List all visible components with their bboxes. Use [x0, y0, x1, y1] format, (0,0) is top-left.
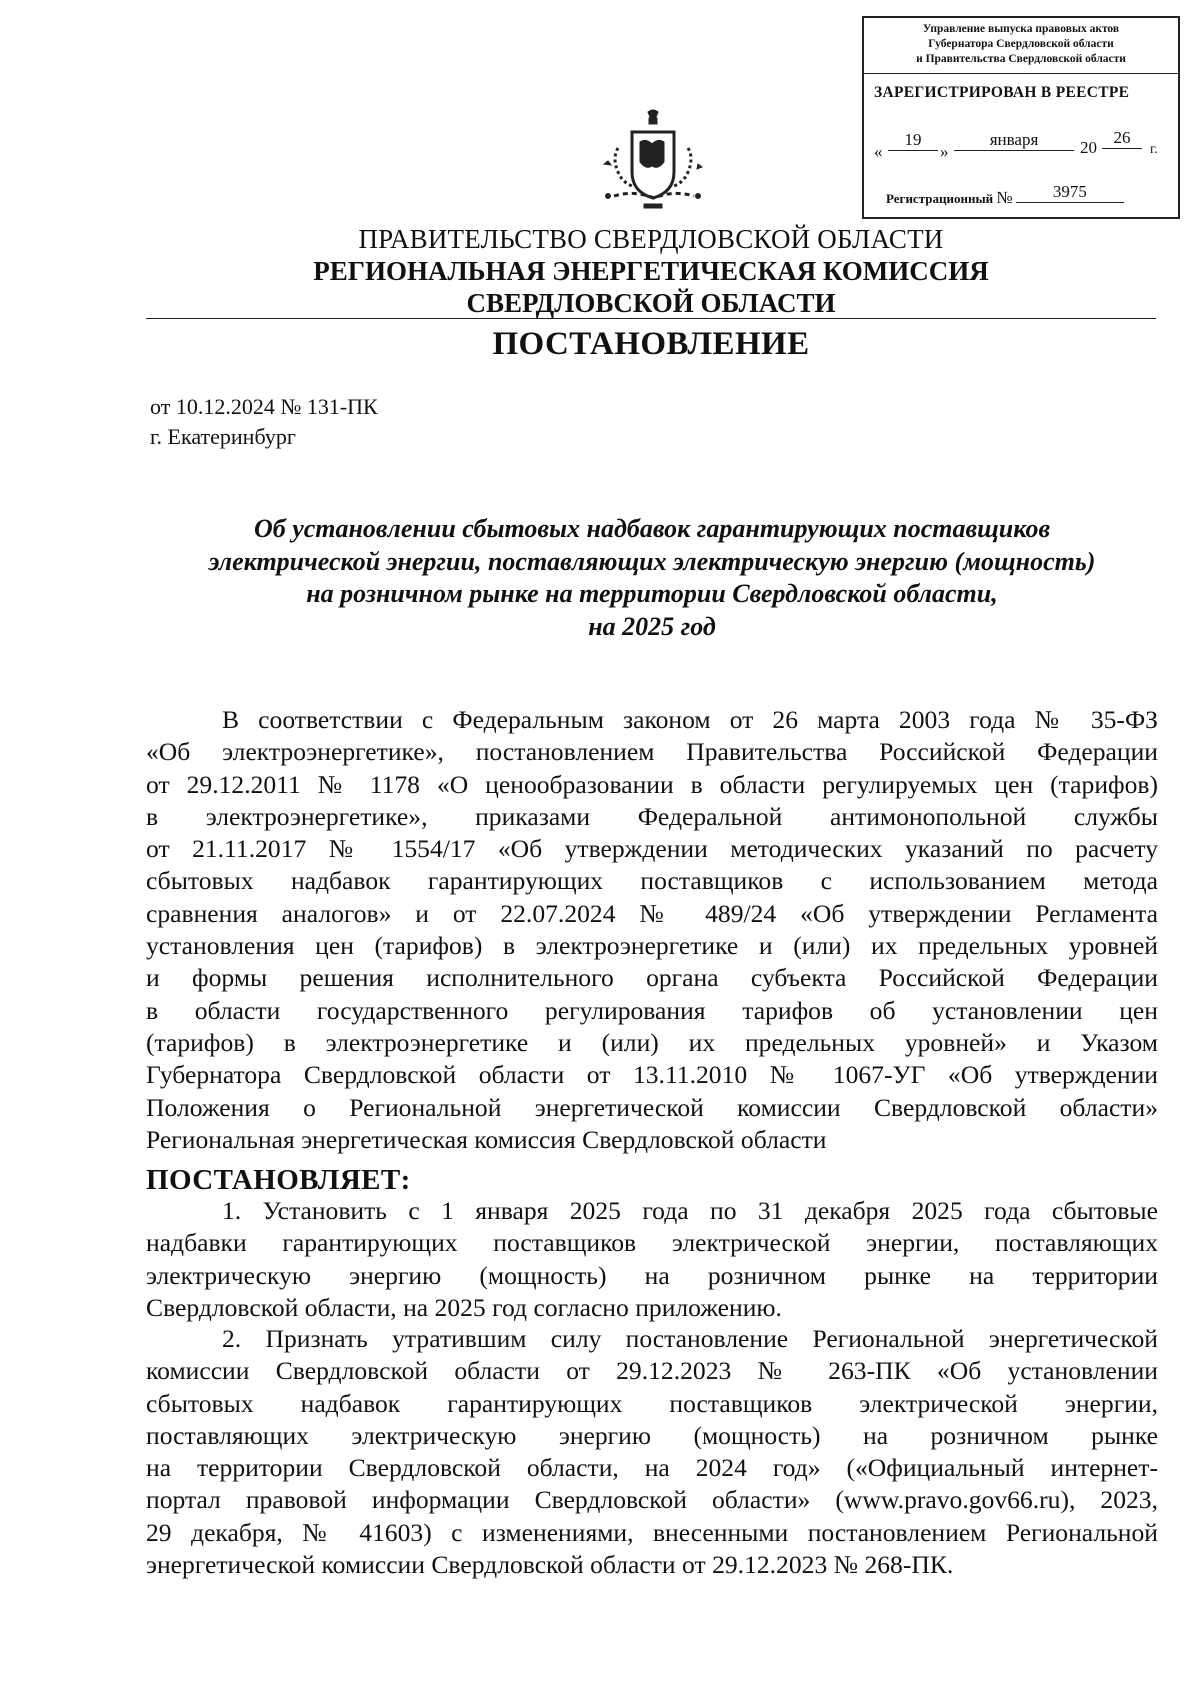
preamble-paragraph: [146, 704, 1158, 1156]
text-line: на территории Свердловской области, на 2024 год» («Официальный интернет-: [146, 1453, 1158, 1483]
text-line: В соответствии с Федеральным законом от 26 марта 2003 года № 35-ФЗ: [222, 705, 1158, 734]
title-line: на 2025 год: [588, 611, 716, 641]
decree-word: ПОСТАНОВЛЯЕТ:: [146, 1164, 411, 1196]
document-date-number: от 10.12.2024 № 131-ПК: [150, 394, 378, 419]
document-type: ПОСТАНОВЛЕНИЕ: [492, 326, 810, 362]
text-line: (тарифов) в электроэнергетике и (или) их предельных уровней» и Указом: [146, 1027, 1158, 1057]
title-line: Об установлении сбытовых надбавок гарантирующих поставщиков: [253, 514, 1051, 543]
text-line: 2. Признать утратившим силу постановление Региональной энергетической: [222, 1324, 1158, 1353]
text-line: комиссии Свердловской области от 29.12.2023 № 263-ПК «Об установлении: [146, 1356, 1158, 1386]
stamp-registered-label: ЗАРЕГИСТРИРОВАН В РЕЕСТРЕ: [874, 84, 1130, 101]
title-line: на розничном рынке на территории Свердловской области,: [306, 579, 998, 608]
commission-title-line1: РЕГИОНАЛЬНАЯ ЭНЕРГЕТИЧЕСКАЯ КОМИССИЯ: [313, 256, 989, 286]
registration-stamp: [862, 16, 1180, 219]
text-line: от 29.12.2011 № 1178 «О ценообразовании в области регулируемых цен (тарифов): [146, 769, 1158, 799]
text-line: 1. Установить с 1 января 2025 года по 31 декабря 2025 года сбытовые: [222, 1196, 1158, 1225]
commission-title-line2: СВЕРДЛОВСКОЙ ОБЛАСТИ: [466, 288, 836, 318]
stamp-year-suffix: 26: [1102, 128, 1142, 149]
text-line: портал правовой информации Свердловской области» (www.pravo.gov66.ru), 2023,: [146, 1485, 1158, 1515]
stamp-quote-close: »: [940, 142, 949, 161]
text-line: установления цен (тарифов) в электроэнергетике и (или) их предельных уровней: [146, 931, 1158, 961]
document-city: г. Екатеринбург: [150, 424, 296, 449]
stamp-date: [874, 128, 1174, 166]
text-line: и формы решения исполнительного органа субъекта Российской Федерации: [146, 963, 1158, 993]
text-line: Региональная энергетическая комиссия Свердловской области: [146, 1124, 827, 1154]
stamp-year-unit: г.: [1150, 142, 1158, 157]
document-title: [146, 513, 1158, 643]
text-line: в электроэнергетике», приказами Федеральной антимонопольной службы: [146, 801, 1158, 831]
header-divider: [146, 318, 1156, 319]
text-line: «Об электроэнергетике», постановлением Правительства Российской Федерации: [146, 737, 1158, 767]
text-line: Положения о Региональной энергетической комиссии Свердловской области»: [146, 1092, 1158, 1122]
text-line: в области государственного регулирования тарифов об установлении цен: [146, 995, 1158, 1025]
stamp-header-line: Управление выпуска правовых актов: [922, 23, 1120, 35]
stamp-month: января: [954, 130, 1074, 151]
stamp-day: 19: [888, 130, 938, 151]
text-line: от 21.11.2017 № 1554/17 «Об утверждении методических указаний по расчету: [146, 834, 1158, 864]
government-title: ПРАВИТЕЛЬСТВО СВЕРДЛОВСКОЙ ОБЛАСТИ: [358, 224, 944, 254]
text-line: Губернатора Свердловской области от 13.11.2010 № 1067-УГ «Об утверждении: [146, 1060, 1158, 1090]
stamp-quote-open: «: [874, 142, 883, 161]
text-line: энергетической комиссии Свердловской области от 29.12.2023 № 268-ПК.: [146, 1550, 954, 1580]
stamp-year-prefix: 20: [1080, 138, 1097, 157]
text-line: Свердловской области, на 2025 год согласно приложению.: [146, 1292, 782, 1322]
item-2-paragraph: [146, 1323, 1158, 1581]
stamp-number-value: 3975: [1016, 182, 1124, 203]
text-line: 29 декабря, № 41603) с изменениями, внесенными постановлением Региональной: [146, 1517, 1158, 1547]
title-line: электрической энергии, поставляющих электрическую энергию (мощность): [208, 546, 1096, 576]
text-line: поставляющих электрическую энергию (мощность) на розничном рынке: [146, 1420, 1158, 1450]
stamp-number-sign: №: [996, 188, 1013, 207]
stamp-header-line: Губернатора Свердловской области: [928, 38, 1114, 50]
stamp-header-line: и Правительства Свердловской области: [916, 53, 1126, 65]
coat-of-arms-icon: [594, 108, 712, 212]
stamp-number: [886, 182, 1124, 209]
text-line: сравнения аналогов» и от 22.07.2024 № 489/24 «Об утверждении Регламента: [146, 898, 1158, 928]
text-line: сбытовых надбавок гарантирующих поставщиков с использованием метода: [146, 866, 1158, 896]
stamp-number-label: Регистрационный: [886, 191, 994, 206]
text-line: надбавки гарантирующих поставщиков электрической энергии, поставляющих: [146, 1228, 1158, 1258]
stamp-header: [864, 18, 1178, 74]
text-line: электрическую энергию (мощность) на розничном рынке на территории: [146, 1260, 1158, 1290]
text-line: сбытовых надбавок гарантирующих поставщиков электрической энергии,: [146, 1388, 1158, 1418]
item-1-paragraph: [146, 1195, 1158, 1324]
